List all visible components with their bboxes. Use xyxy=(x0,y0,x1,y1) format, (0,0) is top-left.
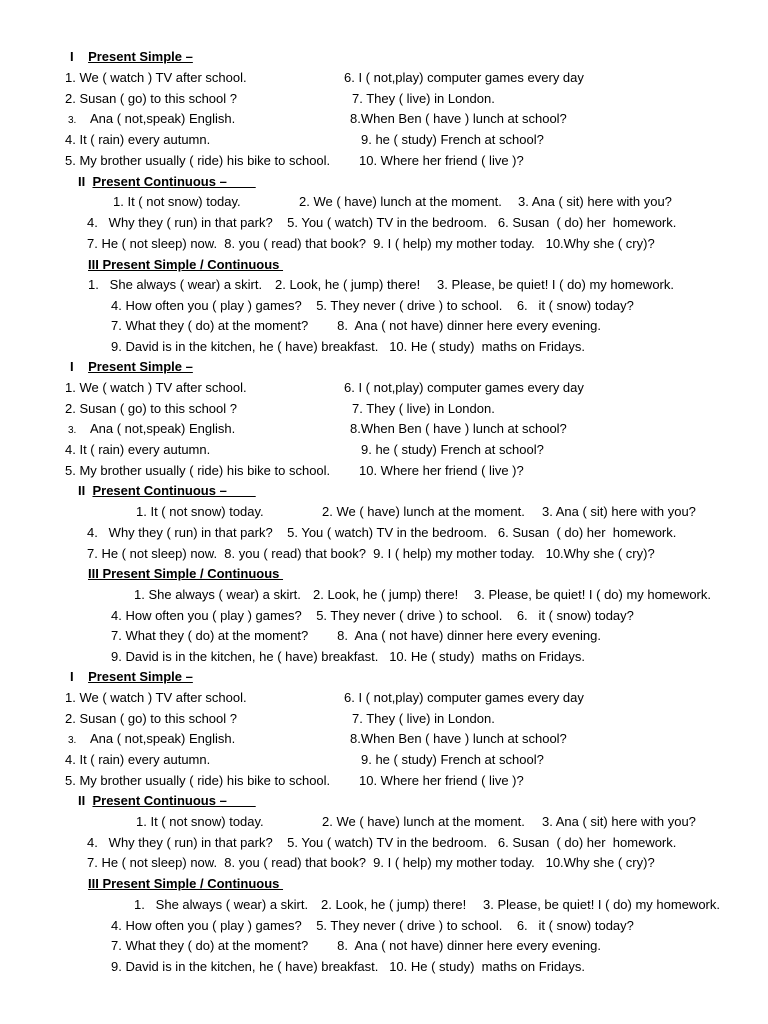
exercise-line: 2. Susan ( go) to this school ? xyxy=(65,711,237,726)
exercise-line: 3. Ana ( sit) here with you? xyxy=(542,814,696,829)
exercise-line: 9. he ( study) French at school? xyxy=(361,132,544,147)
exercise-line: 5. My brother usually ( ride) his bike to school. xyxy=(65,463,331,478)
heading-title: Present Simple – xyxy=(88,669,193,684)
exercise-line: 8.When Ben ( have ) lunch at school? xyxy=(350,731,567,746)
simple-continuous-heading xyxy=(88,876,283,892)
heading-title: III Present Simple / Continuous xyxy=(88,257,284,272)
heading-number: I xyxy=(70,49,74,64)
exercise-line: 9. David is in the kitchen, he ( have) breakfast. 10. He ( study) maths on Fridays. xyxy=(111,649,585,664)
exercise-line: 8.When Ben ( have ) lunch at school? xyxy=(350,111,567,126)
exercise-line: 2. Look, he ( jump) there! xyxy=(313,587,459,602)
exercise-number: 3. xyxy=(68,425,77,436)
heading-title: Present Simple – xyxy=(88,359,193,374)
exercise-line: 7. What they ( do) at the moment? 8. Ana ( not have) dinner here every evening. xyxy=(111,318,601,333)
exercise-line: 7. He ( not sleep) now. 8. you ( read) that book? 9. I ( help) my mother today. 10.Why she ( cry)? xyxy=(87,855,655,870)
exercise-line: 2. We ( have) lunch at the moment. xyxy=(299,194,502,209)
exercise-line: 2. We ( have) lunch at the moment. xyxy=(322,504,525,519)
exercise-number: 3. xyxy=(68,115,77,126)
exercise-line: 2. We ( have) lunch at the moment. xyxy=(322,814,525,829)
exercise-line: 1. It ( not snow) today. xyxy=(113,194,241,209)
exercise-line: 6. I ( not,play) computer games every day xyxy=(344,70,584,85)
exercise-line: 7. They ( live) in London. xyxy=(352,401,495,416)
heading-title: Present Continuous – xyxy=(92,793,256,808)
exercise-line: 6. I ( not,play) computer games every day xyxy=(344,690,584,705)
exercise-line: 8.When Ben ( have ) lunch at school? xyxy=(350,421,567,436)
exercise-line: 4. Why they ( run) in that park? 5. You ( watch) TV in the bedroom. 6. Susan ( do) her homework. xyxy=(87,525,677,540)
exercise-line: 9. David is in the kitchen, he ( have) breakfast. 10. He ( study) maths on Fridays. xyxy=(111,339,585,354)
present-continuous-heading xyxy=(78,793,256,809)
exercise-line: 7. What they ( do) at the moment? 8. Ana ( not have) dinner here every evening. xyxy=(111,628,601,643)
exercise-line: 10. Where her friend ( live )? xyxy=(359,153,524,168)
exercise-line: 3. Please, be quiet! I ( do) my homework. xyxy=(483,897,720,912)
exercise-line: 4. Why they ( run) in that park? 5. You ( watch) TV in the bedroom. 6. Susan ( do) her homework. xyxy=(87,215,677,230)
simple-continuous-heading xyxy=(88,257,283,273)
exercise-line: 5. My brother usually ( ride) his bike to school. xyxy=(65,153,331,168)
exercise-line: 10. Where her friend ( live )? xyxy=(359,773,524,788)
exercise-line: 4. How often you ( play ) games? 5. They never ( drive ) to school. 6. it ( snow) today? xyxy=(111,608,634,623)
exercise-line: 9. he ( study) French at school? xyxy=(361,752,544,767)
exercise-line: 10. Where her friend ( live )? xyxy=(359,463,524,478)
heading-number: I xyxy=(70,359,74,374)
exercise-line: 9. David is in the kitchen, he ( have) breakfast. 10. He ( study) maths on Fridays. xyxy=(111,959,585,974)
heading-title: Present Continuous – xyxy=(92,174,256,189)
exercise-line: 4. How often you ( play ) games? 5. They never ( drive ) to school. 6. it ( snow) today? xyxy=(111,918,634,933)
present-simple-heading xyxy=(70,359,193,375)
present-continuous-heading xyxy=(78,174,256,190)
heading-title: Present Continuous – xyxy=(92,483,256,498)
present-simple-heading xyxy=(70,49,193,65)
exercise-line: 3. Please, be quiet! I ( do) my homework. xyxy=(437,277,674,292)
heading-number: II xyxy=(78,483,86,498)
exercise-line: 3. Please, be quiet! I ( do) my homework. xyxy=(474,587,711,602)
exercise-line: Ana ( not,speak) English. xyxy=(90,111,236,126)
heading-title: Present Simple – xyxy=(88,49,193,64)
exercise-line: 4. Why they ( run) in that park? 5. You ( watch) TV in the bedroom. 6. Susan ( do) her homework. xyxy=(87,835,677,850)
exercise-line: 2. Susan ( go) to this school ? xyxy=(65,91,237,106)
exercise-line: 7. What they ( do) at the moment? 8. Ana ( not have) dinner here every evening. xyxy=(111,938,601,953)
exercise-line: 4. It ( rain) every autumn. xyxy=(65,132,211,147)
exercise-line: 2. Look, he ( jump) there! xyxy=(321,897,467,912)
exercise-line: Ana ( not,speak) English. xyxy=(90,731,236,746)
exercise-line: 5. My brother usually ( ride) his bike to school. xyxy=(65,773,331,788)
exercise-line: 1. She always ( wear) a skirt. xyxy=(134,897,309,912)
exercise-line: 1. We ( watch ) TV after school. xyxy=(65,380,247,395)
exercise-line: 1. It ( not snow) today. xyxy=(136,504,264,519)
exercise-line: 2. Susan ( go) to this school ? xyxy=(65,401,237,416)
exercise-line: 7. He ( not sleep) now. 8. you ( read) that book? 9. I ( help) my mother today. 10.Why she ( cry)? xyxy=(87,236,655,251)
exercise-line: 7. They ( live) in London. xyxy=(352,711,495,726)
present-simple-heading xyxy=(70,669,193,685)
heading-number: I xyxy=(70,669,74,684)
exercise-line: Ana ( not,speak) English. xyxy=(90,421,236,436)
exercise-number: 3. xyxy=(68,735,77,746)
exercise-line: 4. It ( rain) every autumn. xyxy=(65,442,211,457)
exercise-line: 4. How often you ( play ) games? 5. They never ( drive ) to school. 6. it ( snow) today? xyxy=(111,298,634,313)
exercise-line: 1. We ( watch ) TV after school. xyxy=(65,690,247,705)
simple-continuous-heading xyxy=(88,566,283,582)
exercise-line: 1. She always ( wear) a skirt. xyxy=(134,587,301,602)
exercise-line: 3. Ana ( sit) here with you? xyxy=(518,194,672,209)
exercise-line: 7. He ( not sleep) now. 8. you ( read) that book? 9. I ( help) my mother today. 10.Why she ( cry)? xyxy=(87,546,655,561)
exercise-line: 9. he ( study) French at school? xyxy=(361,442,544,457)
heading-number: II xyxy=(78,174,86,189)
present-continuous-heading xyxy=(78,483,256,499)
exercise-line: 1. It ( not snow) today. xyxy=(136,814,264,829)
heading-title: III Present Simple / Continuous xyxy=(88,566,284,581)
exercise-line: 7. They ( live) in London. xyxy=(352,91,495,106)
exercise-line: 1. We ( watch ) TV after school. xyxy=(65,70,247,85)
exercise-line: 6. I ( not,play) computer games every day xyxy=(344,380,584,395)
exercise-line: 2. Look, he ( jump) there! xyxy=(275,277,421,292)
exercise-line: 3. Ana ( sit) here with you? xyxy=(542,504,696,519)
heading-title: III Present Simple / Continuous xyxy=(88,876,284,891)
heading-number: II xyxy=(78,793,86,808)
exercise-line: 4. It ( rain) every autumn. xyxy=(65,752,211,767)
exercise-line: 1. She always ( wear) a skirt. xyxy=(88,277,263,292)
